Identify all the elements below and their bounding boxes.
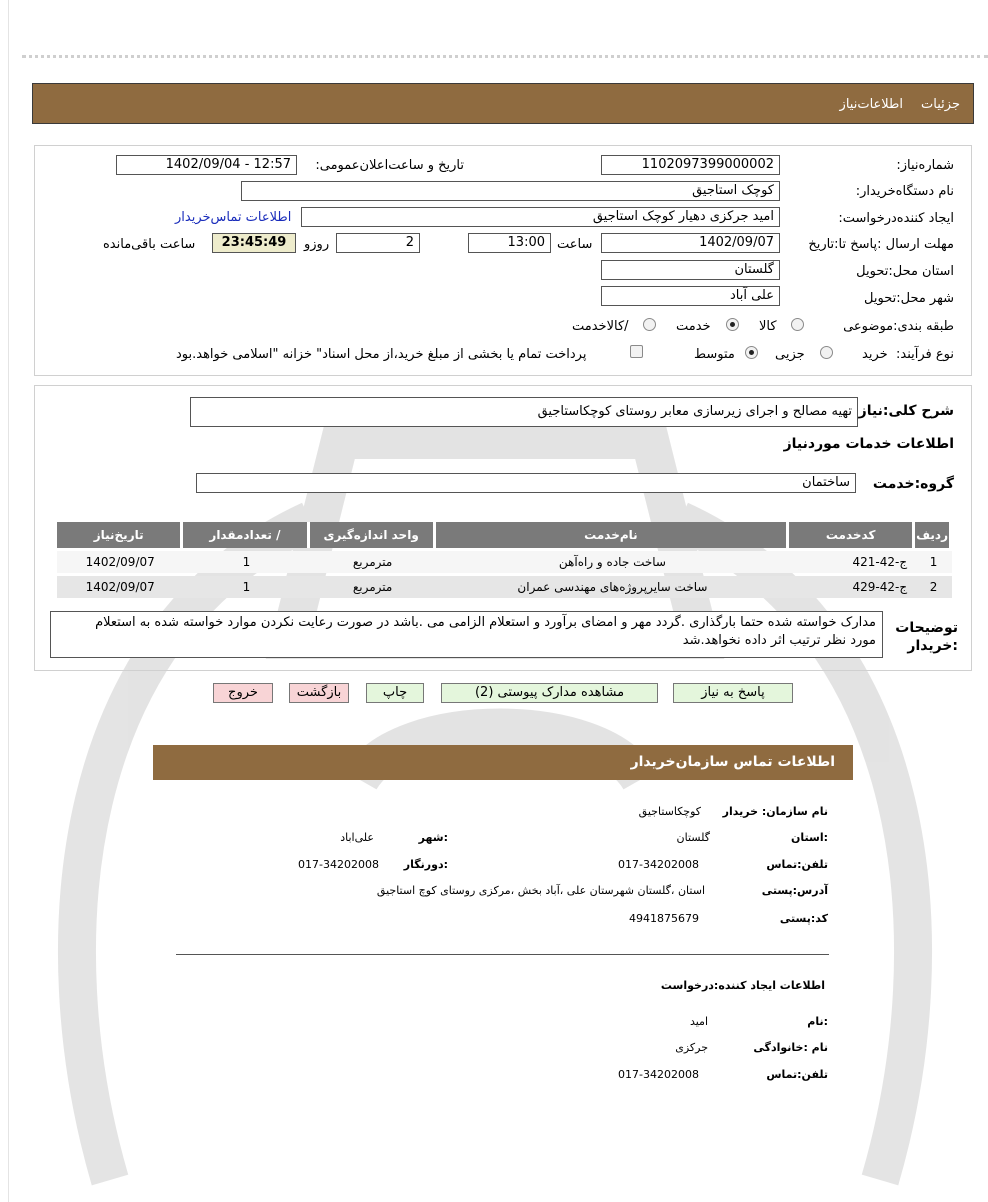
col-quantity: / تعدادمقدار	[183, 522, 309, 548]
creator-first-name-label: :نام	[807, 1015, 828, 1028]
cell-quantity: 1	[183, 551, 309, 573]
deadline-hour-label: ساعت	[557, 237, 593, 252]
cell-service-name: ساخت جاده و راه‌آهن	[436, 551, 789, 573]
delivery-province-field: گلستان	[601, 260, 780, 280]
buyer-notes-line-1: مدارک خواسته شده حتما بارگذاری .گردد مهر و امضای برآورد و استعلام الزامی می .باشد در صورت رعایت نکردن موارد خواسته شده به استعلام	[95, 615, 876, 630]
remaining-time-label: ساعت باقی‌مانده	[103, 237, 196, 252]
delivery-city-label: شهر محل:تحویل	[864, 291, 954, 306]
deadline-date-field: 1402/09/07	[601, 233, 780, 253]
process-medium-radio[interactable]	[745, 346, 758, 359]
creator-info-title: اطلاعات ایجاد کننده:درخواست	[660, 979, 825, 992]
buyer-contact-header	[153, 745, 853, 780]
tab-details[interactable]: جزئیات	[921, 97, 960, 112]
need-number-label: شماره‌نیاز:	[896, 158, 954, 173]
request-creator-label: ایجاد کننده‌درخواست:	[838, 211, 954, 226]
cell-row-number: 2	[915, 576, 952, 598]
request-creator-field: امید جرکزی دهیار کوچک استاجیق	[301, 207, 780, 227]
exit-button[interactable]: خروج	[213, 683, 273, 703]
process-minor-label: جزیی	[775, 347, 805, 362]
contact-fax-value: 017-34202008	[298, 858, 379, 871]
need-number-field: 1102097399000002	[601, 155, 780, 175]
category-goods-label: کالا	[759, 319, 777, 334]
buyer-notes-label: توضیحات	[895, 620, 958, 636]
col-need-date: تاریخ‌نیاز	[57, 522, 183, 548]
services-info-title: اطلاعات خدمات موردنیاز	[783, 436, 954, 452]
creator-phone-value: 017-34202008	[618, 1068, 699, 1081]
process-buy-label: خرید	[862, 347, 888, 362]
deadline-time-field: 13:00	[468, 233, 551, 253]
deadline-label: مهلت ارسال :پاسخ تا:تاریخ	[808, 237, 954, 252]
announce-datetime-label: تاریخ و ساعت‌اعلان‌عمومی:	[315, 158, 464, 173]
contact-phone-value: 017-34202008	[618, 858, 699, 871]
contact-fax-label: :دورنگار	[403, 858, 448, 871]
days-field: 2	[336, 233, 420, 253]
category-service-label: خدمت	[676, 319, 711, 334]
reply-button[interactable]: پاسخ به نیاز	[673, 683, 793, 703]
postal-code-label: کد:پستی	[779, 912, 828, 925]
postal-address-value: استان ،گلستان شهرستان علی ،آباد بخش ،مرکزی روستای کوچ استاجیق	[376, 884, 705, 897]
cell-unit: مترمربع	[310, 551, 436, 573]
cell-need-date: 1402/09/07	[57, 576, 183, 598]
postal-address-label: آدرس:پستی	[761, 884, 828, 897]
buyer-contact-title: اطلاعات تماس سازمان‌خریدار	[630, 754, 835, 770]
buyer-notes-field	[50, 611, 883, 658]
view-attachments-button[interactable]: مشاهده مدارک پیوستی (2)	[441, 683, 658, 703]
need-summary-field: تهیه مصالح و اجرای زیرسازی معابر روستای کوچکاستاجیق	[190, 397, 858, 427]
announce-datetime-field: 1402/09/04 - 12:57	[116, 155, 297, 175]
process-type-label: نوع فرآیند:	[896, 347, 954, 362]
delivery-province-label: استان محل:تحویل	[856, 264, 954, 279]
category-goods-service-label: /کالاخدمت	[572, 319, 629, 334]
creator-first-name-value: امید	[689, 1015, 708, 1028]
contact-divider	[176, 954, 829, 955]
buyer-org-label: نام دستگاه‌خریدار:	[855, 184, 954, 199]
page-header-bar	[32, 83, 974, 124]
category-label: طبقه بندی:موضوعی	[843, 319, 954, 334]
print-button[interactable]: چاپ	[366, 683, 424, 703]
contact-phone-label: تلفن:تماس	[766, 858, 828, 871]
buyer-notes-label-2: :خریدار	[907, 638, 958, 654]
days-label: روزو	[304, 237, 330, 252]
treasury-payment-note: پرداخت تمام یا بخشی از مبلغ خرید،از محل اسناد" خزانه "اسلامی خواهد.بود	[176, 347, 587, 362]
creator-phone-label: تلفن:تماس	[766, 1068, 828, 1081]
buyer-org-field: کوچک استاجیق	[241, 181, 780, 201]
need-summary-label: شرح کلی:نیاز	[858, 403, 954, 419]
need-info-panel	[34, 145, 972, 376]
process-minor-radio[interactable]	[820, 346, 833, 359]
cell-row-number: 1	[915, 551, 952, 573]
org-name-label: نام سازمان: خریدار	[722, 805, 828, 818]
contact-city-label: :شهر	[418, 831, 448, 844]
col-service-name: نام‌خدمت	[436, 522, 789, 548]
services-table-header	[57, 522, 952, 548]
org-name-value: کوچکاستاجیق	[638, 805, 701, 818]
creator-last-name-label: نام :خانوادگی	[753, 1041, 828, 1054]
category-goods-radio[interactable]	[791, 318, 804, 331]
cell-need-date: 1402/09/07	[57, 551, 183, 573]
contact-province-value: گلستان	[676, 831, 710, 844]
contact-city-value: علی‌اباد	[340, 831, 374, 844]
col-service-code: کدخدمت	[789, 522, 915, 548]
category-service-radio[interactable]	[726, 318, 739, 331]
buyer-contact-link[interactable]: اطلاعات تماس‌خریدار	[175, 210, 292, 225]
delivery-city-field: علی آباد	[601, 286, 780, 306]
top-separator	[22, 55, 988, 58]
remaining-time-field: 23:45:49	[212, 233, 296, 253]
service-group-label: گروه:خدمت	[872, 476, 954, 492]
services-table	[57, 519, 952, 601]
cell-service-name: ساخت سایرپروژه‌های مهندسی عمران	[436, 576, 789, 598]
cell-service-code: ج-42-421	[789, 551, 915, 573]
creator-last-name-value: جرکزی	[675, 1041, 708, 1054]
contact-province-label: :استان	[791, 831, 828, 844]
table-row	[57, 576, 952, 598]
tab-need-info[interactable]: اطلاعات‌نیاز	[839, 97, 903, 112]
col-unit: واحد اندازه‌گیری	[310, 522, 436, 548]
col-row-number: ردیف	[915, 522, 952, 548]
treasury-payment-checkbox[interactable]	[630, 345, 643, 358]
cell-service-code: ج-42-429	[789, 576, 915, 598]
postal-code-value: 4941875679	[629, 912, 699, 925]
service-group-field: ساختمان	[196, 473, 856, 493]
page-frame-edge	[8, 0, 9, 1202]
cell-unit: مترمربع	[310, 576, 436, 598]
back-button[interactable]: بازگشت	[289, 683, 349, 703]
cell-quantity: 1	[183, 576, 309, 598]
process-medium-label: متوسط	[694, 347, 735, 362]
buyer-notes-line-2: مورد نظر ترتیب اثر داده نخواهد.شد	[682, 633, 876, 648]
category-goods-service-radio[interactable]	[643, 318, 656, 331]
table-row	[57, 551, 952, 573]
